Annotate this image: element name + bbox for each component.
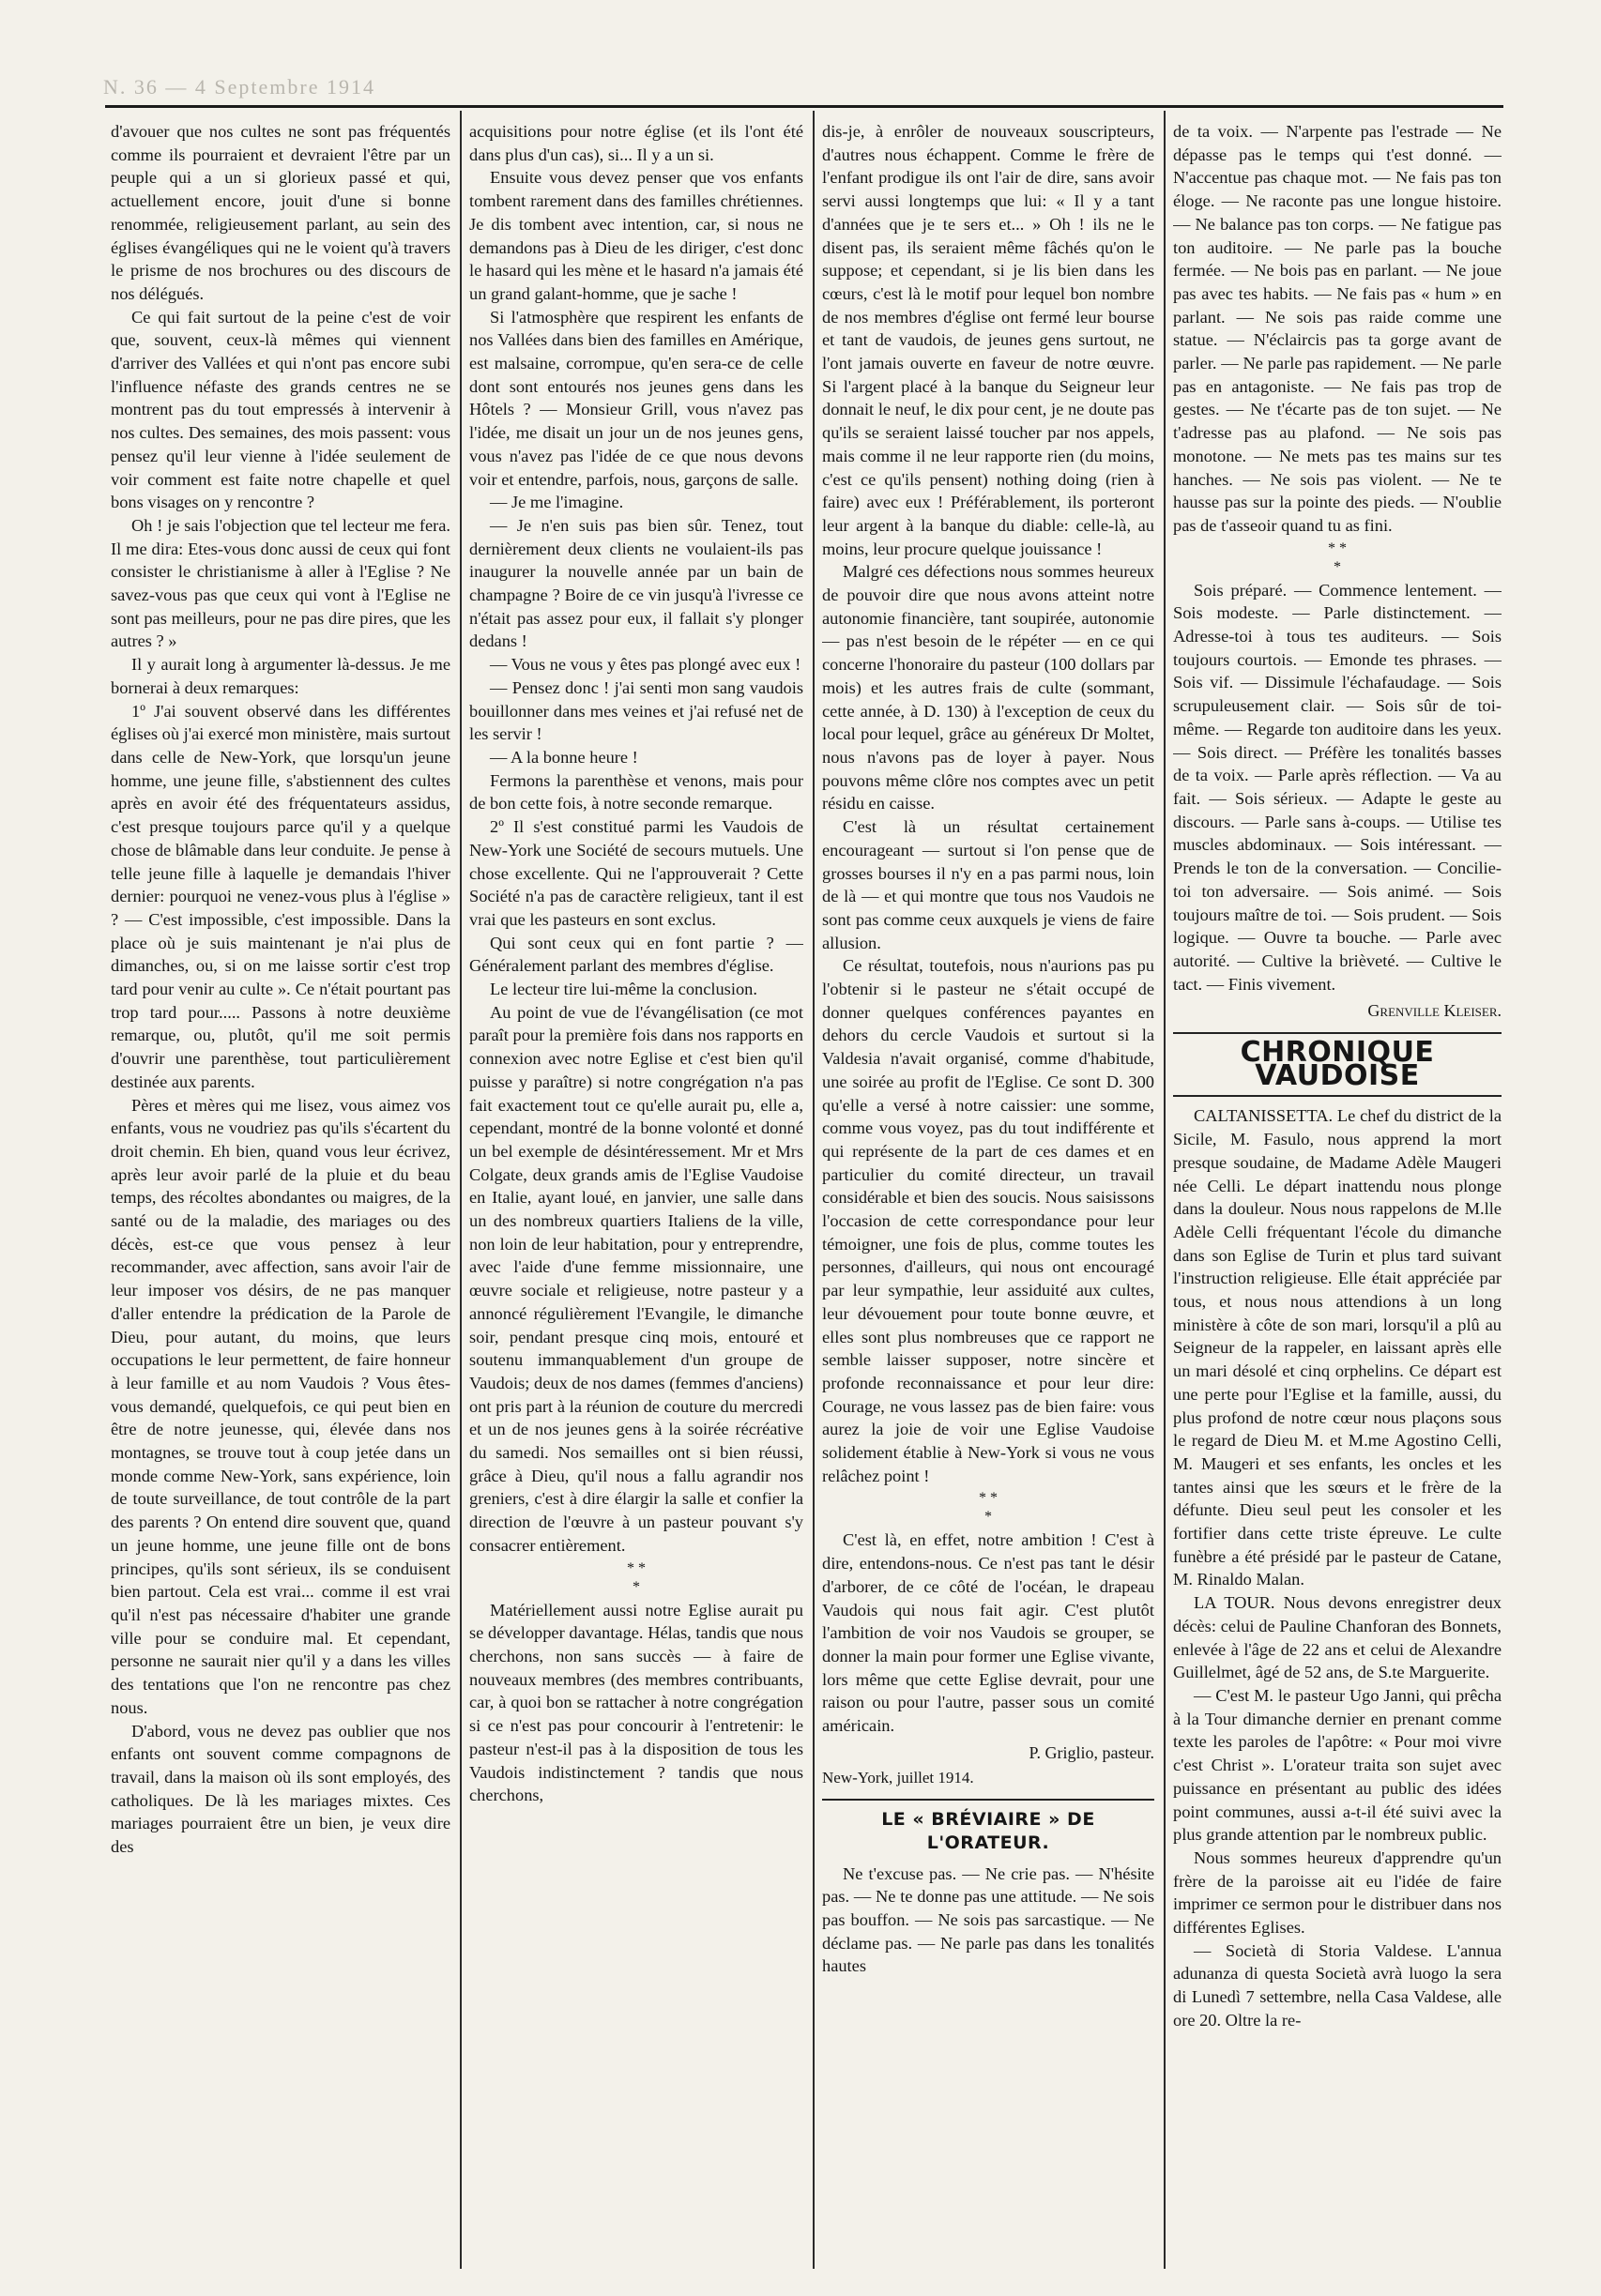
running-header: Ν. 36 — 4 Septembre 1914 (103, 75, 375, 99)
col2-paragraph-4: — Je me l'imagine. (490, 493, 624, 512)
col2-paragraph-12: Le lecteur tire lui-même la conclusion. (490, 980, 757, 999)
section-stars: * * * (627, 1559, 646, 1595)
column-rule-1 (460, 111, 462, 2269)
col3-paragraph-5: C'est là, en effet, notre ambition ! C'est à dire, entendons-nous. Ce n'est pas tant le désir d'arborer, de ce côté de l'océan, le drapeau Vaudois qui nous fait agir. C'est plutôt l'ambition de voir nos Vaudois se grouper, se donner la main pour former une Eglise vivante, lors même que cette Eglise devrait, pour une raison ou pour l'autre, passer sous un comité américain. (822, 1530, 1154, 1736)
col2-paragraph-1: acquisitions pour notre église (et ils l'ont été dans plus d'un cas), si... Il y a un si. (469, 122, 803, 164)
column-2 (469, 120, 803, 2259)
col2-paragraph-8: — A la bonne heure ! (490, 747, 638, 767)
col1-paragraph-4: Il y aurait long à argumenter là-dessus. Je me bornerai à deux remarques: (111, 655, 450, 697)
breviaire-positive: Sois préparé. — Commence lentement. — Sois modeste. — Parle distinctement. — Adresse-toi à tous tes auditeurs. — Sois toujours courtois. — Emonde tes phrases. — Sois vif. — Dissimule l'échafaudage. — Sois scrupuleusement clair. — Sois sûr de toi-même. — Regarde ton auditoire dans les yeux. — Sois direct. — Préfère les tonalités basses de ta voix. — Parle après réflection. — Va au fait. — Sois sérieux. — Adapte le geste au discours. — Parle sans à-coups. — Utilise tes muscles abdominaux. — Sois intéressant. — Prends le ton de la conversation. — Concilie-toi ton adversaire. — Sois animé. — Sois toujours maître de toi. — Sois prudent. — Sois logique. — Ouvre ta bouche. — Parle avec autorité. — Cultive la brièveté. — Cultive le tact. — Finis vivement. (1173, 580, 1502, 994)
chronique-paragraph-4: Nous sommes heureux d'apprendre qu'un frère de la paroisse ait eu l'idée de faire imprimer ce sermon pour le distribuer dans nos différentes Eglises. (1173, 1847, 1502, 1938)
column-rule-3 (1164, 111, 1166, 2269)
breviaire-continued: de ta voix. — N'arpente pas l'estrade — Ne dépasse pas le temps qui t'est donné. — N'accentue pas chaque mot. — Ne fais pas ton éloge. — Ne raconte pas une longue histoire. — Ne balance pas ton corps. — Ne fatigue pas ton auditoire. — Ne parle pas la bouche fermée. — Ne bois pas en parlant. — Ne joue pas avec tes habits. — Ne fais pas « hum » en parlant. — Ne sois pas raide comme une statue. — N'éclaircis pas ta gorge avant de parler. — Ne parle pas rapidement. — Ne parle pas en antagoniste. — Ne fais pas trop de gestes. — Ne t'écarte pas de ton sujet. — Ne t'adresse pas au plafond. — Ne sois pas monotone. — Ne mets pas tes mains sur tes hanches. — Ne sois pas violent. — Ne te hausse pas sur la pointe des pieds. — N'oublie pas de t'asseoir quand tu as fini. (1173, 122, 1502, 535)
col1-paragraph-3: Oh ! je sais l'objection que tel lecteur me fera. Il me dira: Etes-vous donc aussi de ceux qui font consister le christianisme à aller à l'Eglise ? Ne savez-vous pas que ceux qui vont à l'Eglise ne sont pas meilleurs, pour ne pas dire pires, que les autres ? » (111, 515, 450, 651)
column-3 (822, 120, 1154, 2259)
col2-paragraph-13: Au point de vue de l'évangélisation (ce mot paraît pour la première fois dans nos rapports en connexion avec notre Eglise et c'est bien qu'il puisse y paraître) si notre congrégation n'a pas fait exactement tout ce qu'elle aurait pu, elle a, cependant, montré de la bonne volonté et donné un bel exemple de désintéressement. Mr et Mrs Colgate, deux grands amis de l'Eglise Vaudoise en Italie, ayant loué, en janvier, une salle dans un des nombreux quartiers Italiens de la ville, non loin de leur habitation, pour y entreprendre, avec l'aide d'une femme missionnaire, une œuvre sociale et religieuse, notre pasteur y a annoncé régulièrement l'Evangile, le dimanche soir, pendant presque cinq mois, entouré et soutenu immanquablement d'un groupe de Vaudois; deux de nos dames (femmes d'anciens) ont pris part à la réunion de couture du mercredi et un de nos jeunes gens à la soirée récréative du samedi. Nos semailles ont si bien réussi, grâce à Dieu, qu'il nous a fallu agrandir nos greniers, c'est à dire élargir la salle et confier la direction de l'œuvre à un pasteur pouvant s'y consacrer entièrement. (469, 1002, 803, 1555)
top-rule (105, 105, 1503, 108)
column-4 (1173, 120, 1502, 2259)
col1-paragraph-2: Ce qui fait surtout de la peine c'est de voir que, souvent, ceux-là mêmes qui viennent d'arriver des Vallées et qui n'ont pas encore subi l'influence néfaste des grands centres ne se montrent pas du tout empressés à intervenir à nos cultes. Des semaines, des mois passent: vous pensez qu'il leur vienne à l'idée seulement de voir comment est faite notre chapelle et quel bons visages on y rencontre ? (111, 307, 450, 512)
title-underline (1173, 1095, 1502, 1097)
col3-paragraph-1: dis-je, à enrôler de nouveaux souscripteurs, d'autres nous échappent. Comme le frère de l'enfant prodigue ils ont l'air de dire, sans avoir servi aussi longtemps que lui: « Il y a tant d'années que je te sers et... » Oh ! ils ne le disent pas, ils seraient même fâchés qu'on le suppose; et cependant, si je lis bien dans les cœurs, c'est là le motif pour lequel bon nombre de nos membres d'église ont fermé leur bourse et tant de vaudois, de jeunes gens surtout, ne l'ont jamais ouverte en faveur de notre œuvre. Si l'argent placé à la banque du Seigneur leur donnait le neuf, le dix pour cent, je ne doute pas qu'ils se seraient laissé toucher par nos appels, mais comme il ne leur rapporte rien (du moins, c'est ce qu'ils pensent) nothing doing (rien à faire) avec eux ! Préférablement, ils porteront leur argent à la banque du diable: celle-là, au moins, leur procure quelque jouissance ! (822, 122, 1154, 558)
chronique-paragraph-2: LA TOUR. Nous devons enregistrer deux décès: celui de Pauline Chanforan des Bonnets, enlevée à l'âge de 22 ans et celui de Alexandre Guillelmet, âgé de 52 ans, de S.te Marguerite. (1173, 1593, 1502, 1682)
col2-paragraph-14: Matériellement aussi notre Eglise aurait pu se développer davantage. Hélas, tandis que nous cherchons, non sans succès — à faire de nouveaux membres (des membres contribuants, car, à quoi bon se rattacher à notre congrégation si ce n'est pas pour concourir à l'entretenir: le pasteur n'est-il pas à la disposition de tous les Vaudois indistinctement ? tandis que nous cherchons, (469, 1600, 803, 1805)
col3-paragraph-4: Ce résultat, toutefois, nous n'aurions pas pu l'obtenir si le pasteur ne s'était occupé de donner quelques conférences payantes en dehors du cercle Vaudois et surtout si la Valdesia n'avait organisé, comme d'habitude, une soirée au profit de l'Eglise. Ce sont D. 300 qu'elle a versé à notre caissier: une somme, comme vous voyez, pas du tout indifférente et qui représente de la part de ces dames et en particulier du comité directeur, un travail considérable et bien des soucis. Nous saisissons l'occasion de cette correspondance pour leur témoigner, une fois de plus, comme toutes les personnes, d'ailleurs, qui nous ont encouragé par leur sympathie, leur assiduité aux cultes, leur dévouement pour toute bonne œuvre, et elles sont plus nombreuses que ce rapport ne semble laisser supposer, notre sincère et profonde reconnaissance et pour leur dire: Courage, ne vous lassez pas de bien faire: vous aurez la joie de voir une Eglise Vaudoise solidement établie à New-York si vous ne vous relâchez point ! (822, 956, 1154, 1485)
col2-paragraph-6: — Vous ne vous y êtes pas plongé avec eux ! (490, 655, 801, 675)
col2-paragraph-9: Fermons la parenthèse et venons, mais pour de bon cette fois, à notre seconde remarque. (469, 770, 803, 813)
chronique-paragraph-1: CALTANISSETTA. Le chef du district de la Sicile, M. Fasulo, nous apprend la mort presque soudaine, de Madame Adèle Maugeri née Celli. Le départ inattendu nous plonge dans la douleur. Nous nous rappelons de M.lle Adèle Celli fréquentant l'école du dimanche dans son Eglise de Turin et plus tard suivant l'instruction religieuse. Elle était appréciée par tous, et nous nous attendions à un long ministère à côte de son mari, lorsqu'il a plû au Seigneur de la rappeler, en laissant après elle un mari désolé et cinq orphelins. Ce départ est une perte pour l'Eglise et la famille, aussi, du plus profond de notre cœur nous plaçons sous le regard de Dieu M. et M.me Agostino Celli, M. Maugeri et ses enfants, les oncles et les tantes ainsi que les sœurs et le frère de la défunte. Dieu seul peut les consoler et les fortifier dans cette triste épreuve. Le culte funèbre a été présidé par le pasteur de Catane, M. Rinaldo Malan. (1173, 1106, 1502, 1589)
author-signature: P. Griglio, pasteur. (1029, 1742, 1154, 1762)
col1-paragraph-1: d'avouer que nos cultes ne sont pas fréquentés comme ils pourraient et devraient l'être par un peuple qui a un si glorieux passé et qui, actuellement encore, jouit d'une si bonne renommée, religieusement parlant, au sein des églises évangéliques qui ne le voient qu'à travers le prisme de nos brochures ou des discours de nos délégués. (111, 122, 450, 303)
col2-paragraph-10: 2º Il s'est constitué parmi les Vaudois de New-York une Société de secours mutuels. Une chose excellente. Qui ne l'approuverait ? Cette Société n'a pas de caractère religieux, tant il est vrai que les pasteurs en sont exclus. (469, 817, 803, 929)
chronique-paragraph-5: — Società di Storia Valdese. L'annua adunanza di questa Società avrà luogo la sera di Lunedì 7 settembre, nella Casa Valdese, alle ore 20. Oltre la re- (1173, 1940, 1502, 2030)
col2-paragraph-11: Qui sont ceux qui en font partie ? — Généralement parlant des membres d'église. (469, 933, 803, 976)
col2-paragraph-7: — Pensez donc ! j'ai senti mon sang vaudois bouillonner dans mes veines et j'ai refusé net de les servir ! (469, 677, 803, 744)
section-stars: * * * (979, 1490, 998, 1526)
col2-paragraph-2: Ensuite vous devez penser que vos enfants tombent rarement dans des familles chrétiennes. Je dis tombent avec intention, car, si nous ne demandons pas à Dieu de les diriger, c'est donc le hasard qui les mène et le hasard n'a jamais été un grand galant-homme, que je sache ! (469, 168, 803, 303)
col3-paragraph-2: Malgré ces défections nous sommes heureux de pouvoir dire que nous avons atteint notre autonomie financière, tant soupirée, autonomie — pas n'est besoin de le répéter — en ce qui concerne l'honoraire du pasteur (100 dollars par mois) et les autres frais de culte (sommant, cette année, à D. 130) à l'exception de ceux du local pour lequel, grâce au généreux Dr Moltet, nous n'avons pas de loyer à payer. Nous pouvons même clôre nos comptes avec un petit résidu en caisse. (822, 562, 1154, 813)
section-divider (1173, 1032, 1502, 1034)
col2-paragraph-5: — Je n'en suis pas bien sûr. Tenez, tout dernièrement deux clients ne voulaient-ils pas inaugurer la nouvelle année par un bain de champagne ? Boire de ce vin jusqu'à l'ivresse ce n'était pas assez pour eux, il fallait s'y plonger dedans ! (469, 515, 803, 651)
column-1 (111, 120, 450, 2259)
col3-paragraph-3: C'est là un résultat certainement encourageant — surtout si l'on pense que de grosses bourses il n'y en a pas parmi nous, loin de là — et qui montre que tous nos Vaudois ne sont pas comme ceux auxquels je viens de faire allusion. (822, 817, 1154, 952)
column-rule-2 (813, 111, 815, 2269)
breviaire-signer: Grenville Kleiser. (1367, 1001, 1502, 1021)
col1-paragraph-7: D'abord, vous ne devez pas oublier que nos enfants ont souvent comme compagnons de travail, dans la maison où ils sont employés, des catholiques. De là les mariages mixtes. Ces mariages pourraient être un bien, je veux dire des (111, 1721, 450, 1857)
col1-paragraph-6: Pères et mères qui me lisez, vous aimez vos enfants, vous ne voudriez pas qu'ils s'écartent du droit chemin. Eh bien, quand vous leur écrivez, après leur avoir parlé de la pluie et du beau temps, des récoltes abondantes ou maigres, de la santé ou de la maladie, des mariages ou des décès, est-ce que vous pensez à leur recommander, avec affection, sans avoir l'air de leur imposer vos désirs, de ne pas manquer d'aller entendre la prédication de la Parole de Dieu, pour autant, du moins, que leurs occupations le leur permettent, de faire honneur à leur famille et au nom Vaudois ? Vous êtes-vous demandé, quelquefois, ce qui peut bien en être de notre jeunesse, qui, élevée dans nos montagnes, se trouve tout à coup jetée dans un monde comme New-York, sans expérience, loin de toute surveillance, de tout contrôle de la part des parents ? On entend dire souvent que, quand un jeune homme, une jeune fille ont de bons principes, qu'ils sont sérieux, ils se conduisent bien partout. Cela est vrai... comme il est vrai qu'il n'est pas nécessaire d'habiter une grande ville pour se conduire mal. Et cependant, personne ne saurait nier qu'il y a dans les villes des tentations que l'on ne rencontre pas chez nous. (111, 1095, 450, 1717)
col2-paragraph-3: Si l'atmosphère que respirent les enfants de nos Vallées dans bien des familles en Amérique, est malsaine, corrompue, qu'en sera-ce de celle dont sont entourés nos jeunes gens dans les Hôtels ? — Monsieur Grill, vous n'avez pas l'idée, me disait un jour un de nos jeunes gens, vous n'avez pas l'idée de ce que nous devons voir et entendre, parfois, nous, garçons de salle. (469, 307, 803, 489)
breviaire-text: Ne t'excuse pas. — Ne crie pas. — N'hésite pas. — Ne te donne pas une attitude. — Ne sois pas bouffon. — Ne sois pas sarcastique. — Ne déclame pas. — Ne parle pas dans les tonalités hautes (822, 1863, 1154, 1976)
section-divider (822, 1799, 1154, 1801)
col1-paragraph-5: 1º J'ai souvent observé dans les différentes églises où j'ai exercé mon ministère, mais surtout dans celle de New-York, que lorsqu'un jeune homme, une jeune fille, s'abstiennent des cultes après en avoir été des fréquentateurs assidus, c'est presque toujours parce qu'il y a quelque chose de blâmable dans leur conduite. Je pense à telle jeune fille à laquelle je demandais l'hiver dernier: pourquoi ne venez-vous plus à l'église » ? — C'est impossible, c'est impossible. Dans la place où je suis maintenant je n'ai plus de dimanches, ou, si on me laisse sortir c'est trop tard pour venir au culte ». Ce n'était pourtant pas trop tard pour..... Passons à notre deuxième remarque, ou, plutôt, qu'il me soit permis d'ouvrir une parenthèse, tout particulièrement destinée aux parents. (111, 701, 450, 1091)
breviaire-title: LE « BRÉVIAIRE » DE L'ORATEUR. (881, 1809, 1095, 1853)
chronique-title: CHRONIQUE VAUDOISE (1240, 1036, 1435, 1092)
place-date: New-York, juillet 1914. (822, 1768, 974, 1787)
section-stars: * * * (1328, 540, 1347, 575)
chronique-paragraph-3: — C'est M. le pasteur Ugo Janni, qui prêcha à la Tour dimanche dernier en prenant comme texte les paroles de l'apôtre: « Pour moi vivre c'est Christ ». L'orateur traita son sujet avec puissance en présentant au public des idées point communes, aussi a-t-il été suivi avec la plus grande attention par le nombreux public. (1173, 1686, 1502, 1845)
